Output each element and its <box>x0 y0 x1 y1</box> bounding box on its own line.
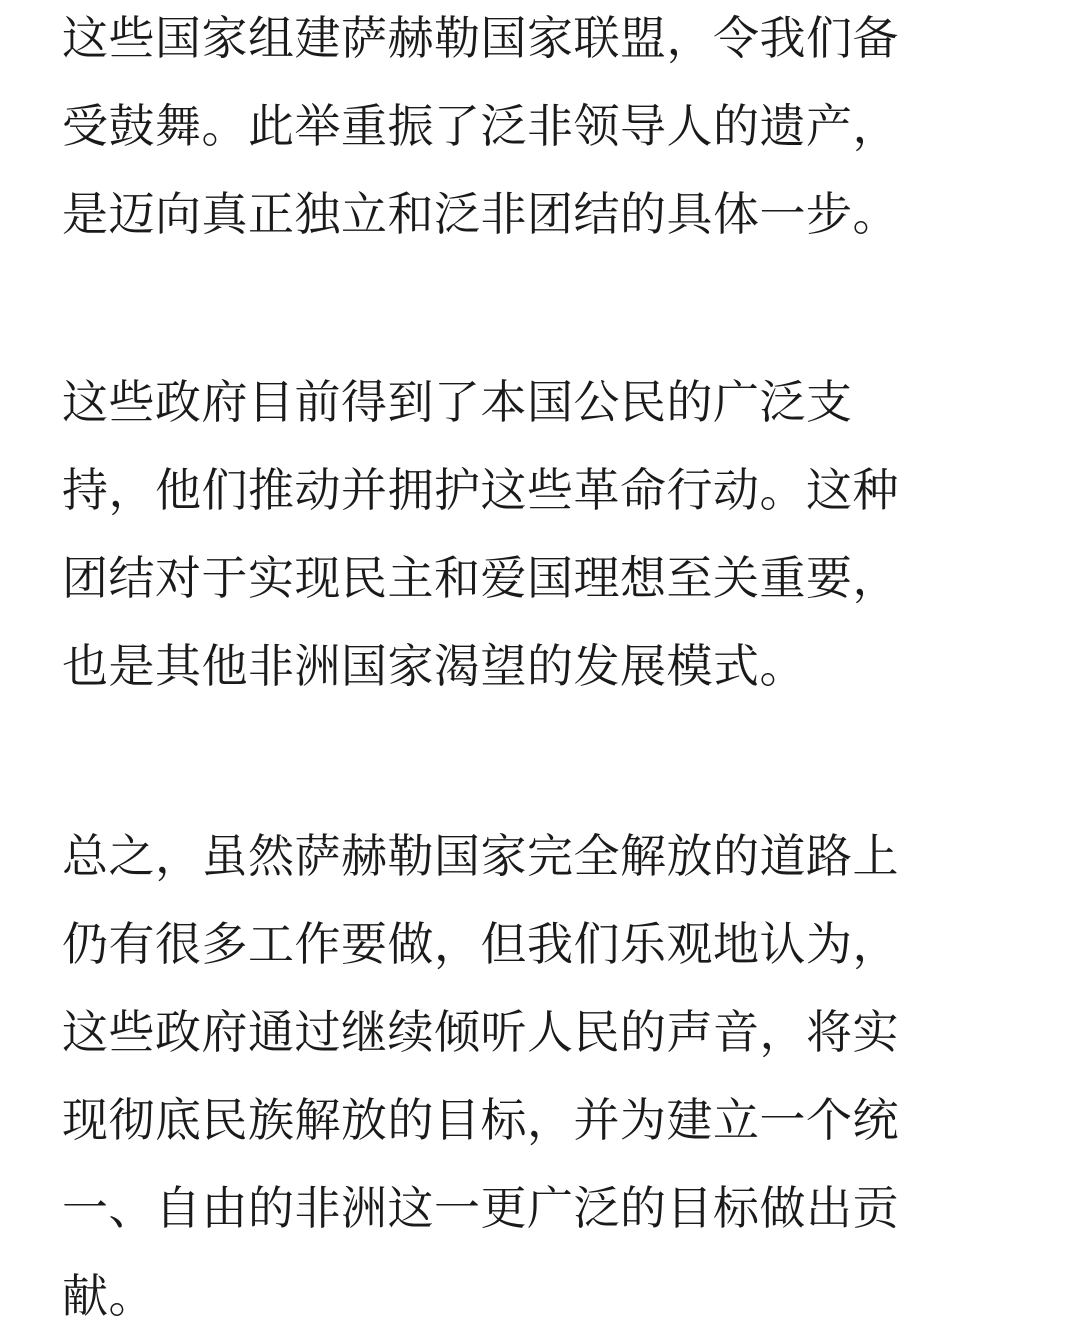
paragraph-line: 持，他们推动并拥护这些革命行动。这种 <box>62 463 899 517</box>
paragraph-2 <box>62 358 899 710</box>
paragraph-line: 受鼓舞。此举重振了泛非领导人的遗产， <box>62 99 899 153</box>
paragraph-line: 现彻底民族解放的目标，并为建立一个统 <box>62 1093 899 1147</box>
paragraph-line: 总之，虽然萨赫勒国家完全解放的道路上 <box>62 829 899 883</box>
paragraph-line: 这些政府目前得到了本国公民的广泛支 <box>62 375 853 429</box>
paragraph-line: 是迈向真正独立和泛非团结的具体一步。 <box>62 187 899 241</box>
paragraph-3 <box>62 812 899 1340</box>
paragraph-1 <box>62 0 899 258</box>
paragraph-line: 一、自由的非洲这一更广泛的目标做出贡 <box>62 1181 899 1235</box>
paragraph-line: 献。 <box>62 1269 155 1323</box>
paragraph-line: 这些国家组建萨赫勒国家联盟，令我们备 <box>62 11 899 65</box>
paragraph-line: 这些政府通过继续倾听人民的声音，将实 <box>62 1005 899 1059</box>
paragraph-line: 团结对于实现民主和爱国理想至关重要， <box>62 551 899 605</box>
paragraph-line: 仍有很多工作要做，但我们乐观地认为， <box>62 917 899 971</box>
paragraph-line: 也是其他非洲国家渴望的发展模式。 <box>62 639 806 693</box>
